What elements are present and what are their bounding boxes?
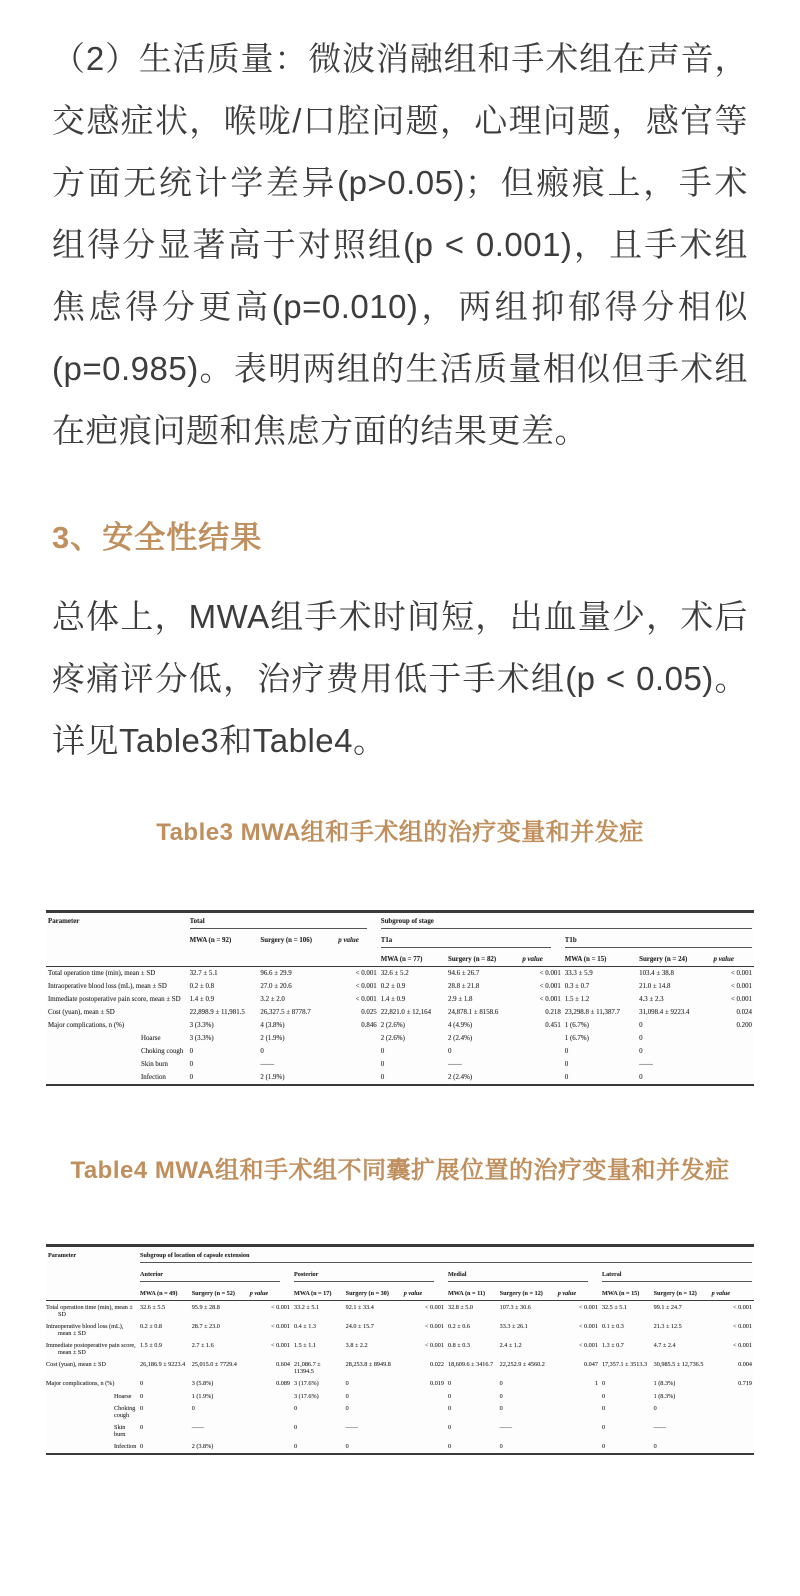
- table-cell: 2 (3.8%): [191, 1443, 214, 1451]
- table-cell: ——: [653, 1423, 666, 1431]
- table-cell: 28.8 ± 21.8: [448, 983, 480, 990]
- table-cell: < 0.001: [730, 970, 752, 977]
- col-header-parameter: Parameter: [46, 912, 188, 967]
- row-label: Cost (yuan), mean ± SD: [48, 1009, 115, 1016]
- table-cell: 2 (2.6%): [380, 1035, 405, 1042]
- table-cell: 0: [294, 1443, 298, 1451]
- table-cell: 0: [345, 1380, 349, 1388]
- table-row: [46, 1071, 754, 1085]
- table-cell: 32.8 ± 5.0: [447, 1303, 474, 1311]
- table-cell: < 0.001: [578, 1341, 598, 1349]
- col-group-lateral-label: Lateral: [602, 1271, 752, 1282]
- table-cell: 0: [380, 1061, 385, 1068]
- table-cell: < 0.001: [355, 983, 377, 990]
- table-cell: < 0.001: [539, 996, 561, 1003]
- table-cell: [248, 1390, 292, 1402]
- table-cell: 2 (2.6%): [380, 1022, 405, 1029]
- table-cell: 1 (8.3%): [653, 1392, 676, 1400]
- table-cell: 17,357.1 ± 3513.3: [601, 1361, 648, 1369]
- table-row: [46, 1006, 754, 1019]
- table-cell: < 0.001: [733, 1303, 752, 1311]
- table-cell: < 0.001: [271, 1303, 290, 1311]
- table-cell: 1 (6.7%): [564, 1035, 589, 1042]
- table-cell: 0: [601, 1404, 606, 1412]
- col-group-medial-label: Medial: [448, 1271, 588, 1282]
- table-cell: [248, 1421, 292, 1440]
- table-cell: < 0.001: [578, 1303, 598, 1311]
- col-header-pvalue-medial: p value: [556, 1285, 600, 1301]
- table-cell: 22,898.9 ± 11,981.5: [189, 1009, 245, 1016]
- col-header-mwa-total: MWA (n = 92): [188, 932, 259, 967]
- table-cell: [556, 1441, 600, 1454]
- table-cell: 96.6 ± 29.9: [260, 970, 292, 977]
- table4-title: Table4 MWA组和手术组不同囊扩展位置的治疗变量和并发症: [70, 1157, 730, 1184]
- table-row: [46, 1301, 754, 1321]
- col-group-capsule-extension: [138, 1246, 754, 1267]
- table-cell: 1 (1.9%): [191, 1392, 214, 1400]
- table-cell: 1.3 ± 0.7: [601, 1341, 624, 1349]
- table-cell: 0.4 ± 1.3: [294, 1322, 316, 1330]
- row-label: Choking cough: [114, 1404, 136, 1419]
- col-header-mwa-t1a: MWA (n = 77): [379, 951, 446, 967]
- table-cell: 31,098.4 ± 9223.4: [639, 1009, 690, 1016]
- table-cell: ——: [191, 1423, 205, 1431]
- table-cell: 0: [639, 1048, 643, 1055]
- table-cell: 0.2 ± 0.9: [380, 983, 406, 990]
- table-cell: [336, 1045, 378, 1058]
- col-group-total-label: Total: [190, 918, 367, 929]
- col-header-pvalue-lateral: p value: [710, 1285, 754, 1301]
- table-cell: [710, 1402, 754, 1421]
- table-cell: [556, 1421, 600, 1440]
- col-group-capsule-extension-label: Subgroup of location of capsule extension: [140, 1252, 752, 1263]
- table-cell: 32.6 ± 5.5: [140, 1303, 166, 1311]
- table-cell: ——: [448, 1061, 462, 1068]
- table-cell: 0.719: [738, 1380, 752, 1388]
- table-cell: 24,878.1 ± 8158.6: [448, 1009, 499, 1016]
- table-cell: 1 (6.7%): [564, 1022, 589, 1029]
- table-cell: < 0.001: [355, 970, 377, 977]
- table-row: [46, 1421, 754, 1440]
- table-cell: [520, 1045, 562, 1058]
- table3-header: [46, 912, 754, 967]
- table-cell: 1.4 ± 0.9: [189, 996, 215, 1003]
- table-cell: 0: [447, 1392, 452, 1400]
- table-cell: [711, 1045, 754, 1058]
- table3-body: [46, 967, 754, 1086]
- table-cell: 0: [380, 1074, 385, 1081]
- table-cell: 32.7 ± 5.1: [189, 970, 218, 977]
- table-cell: [711, 1058, 754, 1071]
- table-cell: 25,015.0 ± 7729.4: [191, 1361, 237, 1369]
- col-group-posterior-label: Posterior: [294, 1271, 434, 1282]
- table-cell: 26,186.9 ± 9223.4: [140, 1361, 186, 1369]
- table-cell: < 0.001: [425, 1341, 444, 1349]
- table-row: [46, 967, 754, 981]
- table-cell: [248, 1441, 292, 1454]
- row-label: Infection: [114, 1443, 137, 1451]
- table-row: [46, 1339, 754, 1358]
- table-cell: 3.2 ± 2.0: [260, 996, 285, 1003]
- table-cell: < 0.001: [539, 983, 561, 990]
- table-row: [46, 1045, 754, 1058]
- table-cell: 33.2 ± 5.1: [294, 1303, 320, 1311]
- table-cell: 27.0 ± 20.6: [260, 983, 292, 990]
- table-cell: < 0.001: [733, 1341, 752, 1349]
- table-cell: [336, 1071, 378, 1085]
- row-label: Major complications, n (%): [48, 1022, 125, 1029]
- col-header-parameter: Parameter: [46, 1246, 138, 1301]
- table-cell: [711, 1071, 754, 1085]
- table-cell: 0: [639, 1074, 643, 1081]
- row-label: Intraoperative blood loss (mL), mean ± SD: [48, 983, 167, 990]
- table-cell: 0: [564, 1074, 569, 1081]
- col-group-t1a-label: T1a: [381, 937, 551, 948]
- row-label: Hoarse: [141, 1035, 161, 1042]
- table4: [46, 1244, 754, 1455]
- table-cell: 3 (3.3%): [189, 1035, 214, 1042]
- row-label: Choking cough: [141, 1048, 184, 1055]
- table-cell: 2.4 ± 1.2: [499, 1341, 522, 1349]
- table-cell: 0.025: [361, 1009, 377, 1016]
- table-cell: 1: [594, 1380, 598, 1388]
- table-cell: 2 (2.4%): [448, 1074, 473, 1081]
- col-group-anterior-label: Anterior: [140, 1271, 280, 1282]
- table-cell: 0: [499, 1392, 503, 1400]
- table-cell: 0: [345, 1404, 349, 1412]
- table-cell: 23,298.8 ± 11,387.7: [564, 1009, 621, 1016]
- col-group-t1a: [379, 932, 563, 951]
- table-cell: 0: [653, 1443, 657, 1451]
- table-cell: 0: [447, 1423, 452, 1431]
- table-cell: 0: [564, 1048, 569, 1055]
- table-cell: 21.0 ± 14.8: [639, 983, 671, 990]
- table-cell: 4.7 ± 2.4: [653, 1341, 676, 1349]
- table-cell: ——: [639, 1061, 653, 1068]
- col-header-pvalue-anterior: p value: [248, 1285, 292, 1301]
- table-cell: [520, 1071, 562, 1085]
- table-cell: 0: [653, 1404, 657, 1412]
- row-label: Total operation time (min), mean ± SD: [48, 970, 156, 977]
- table-cell: 0: [140, 1380, 144, 1388]
- table-cell: 0: [189, 1074, 194, 1081]
- table-cell: < 0.001: [539, 970, 561, 977]
- col-header-mwa-medial: MWA (n = 11): [446, 1285, 498, 1301]
- col-header-surgery-t1a: Surgery (n = 82): [446, 951, 520, 967]
- table-cell: 3 (17.6%): [294, 1392, 319, 1400]
- table-cell: 32.6 ± 5.2: [380, 970, 409, 977]
- table-row: [46, 1019, 754, 1032]
- table-cell: ——: [260, 1061, 275, 1068]
- table-cell: 28,253.8 ± 8949.8: [345, 1361, 391, 1369]
- table-cell: 0.089: [276, 1380, 290, 1388]
- table-cell: 22,252.9 ± 4560.2: [499, 1361, 545, 1369]
- row-label: Total operation time (min), mean ± SD: [46, 1303, 133, 1318]
- table-cell: 0.200: [736, 1022, 752, 1029]
- table-cell: 0: [294, 1423, 298, 1431]
- table-cell: [710, 1421, 754, 1440]
- table-cell: 3 (5.8%): [191, 1380, 214, 1388]
- table-row: [46, 1390, 754, 1402]
- table-cell: 0: [345, 1443, 349, 1451]
- table-cell: 0: [380, 1048, 385, 1055]
- col-header-mwa-posterior: MWA (n = 17): [292, 1285, 344, 1301]
- table-cell: 0.2 ± 0.8: [140, 1322, 162, 1330]
- table-cell: 1.5 ± 0.9: [140, 1341, 162, 1349]
- table-cell: [248, 1402, 292, 1421]
- table-cell: 99.1 ± 24.7: [653, 1303, 682, 1311]
- col-header-surgery-total: Surgery (n = 106): [258, 932, 336, 967]
- table-row: [46, 1032, 754, 1045]
- table-cell: 0: [294, 1404, 298, 1412]
- table-cell: [710, 1390, 754, 1402]
- col-header-pvalue-t1b: p value: [711, 951, 754, 967]
- table-cell: < 0.001: [578, 1322, 598, 1330]
- col-group-lateral: [600, 1266, 754, 1285]
- table-cell: 3.8 ± 2.2: [345, 1341, 368, 1349]
- col-group-subgroup-of-stage: [379, 912, 754, 933]
- table-cell: [336, 1058, 378, 1071]
- table-cell: 0: [140, 1443, 144, 1451]
- table-cell: 1.4 ± 0.9: [380, 996, 406, 1003]
- table-cell: 94.6 ± 26.7: [448, 970, 480, 977]
- table-cell: 0.846: [361, 1022, 377, 1029]
- col-group-medial: [446, 1266, 600, 1285]
- table-cell: [336, 1032, 378, 1045]
- row-label: Immediate postoperative pain score, mean ± SD: [48, 996, 181, 1003]
- col-group-subgroup-label: Subgroup of stage: [381, 918, 752, 929]
- col-group-t1b-label: T1b: [565, 937, 752, 948]
- paragraph-quality-of-life: （2）生活质量：微波消融组和手术组在声音，交感症状，喉咙/口腔问题，心理问题，感官等方面无统计学差异(p>0.05)；但瘢痕上，手术组得分显著高于对照组(p < 0.001)，且手术组焦虑得分更高(p=0.010)，两组抑郁得分相似(p=0.985)。表明两组的生活质量相似但手术组在疤痕问题和焦虑方面的结果更差。: [52, 40, 748, 449]
- table-row: [46, 1402, 754, 1421]
- col-header-surgery-t1b: Surgery (n = 24): [637, 951, 711, 967]
- table-cell: 0: [189, 1061, 194, 1068]
- table-cell: 1.5 ± 1.2: [564, 996, 590, 1003]
- table-cell: 0: [140, 1392, 144, 1400]
- table-cell: 0.022: [430, 1361, 444, 1369]
- table-row: [46, 1058, 754, 1071]
- table-cell: < 0.001: [355, 996, 377, 1003]
- table-cell: < 0.001: [730, 983, 752, 990]
- table-cell: 4.3 ± 2.3: [639, 996, 664, 1003]
- table-cell: 103.4 ± 38.8: [639, 970, 674, 977]
- row-label: Cost (yuan), mean ± SD: [46, 1361, 106, 1369]
- table-cell: 0: [639, 1035, 643, 1042]
- col-header-surgery-lateral: Surgery (n = 12): [652, 1285, 710, 1301]
- table-cell: 92.1 ± 33.4: [345, 1303, 374, 1311]
- table4-header-row-locations: [46, 1266, 754, 1285]
- table-cell: 2 (2.4%): [448, 1035, 473, 1042]
- table-cell: 0: [564, 1061, 569, 1068]
- table-cell: 0: [140, 1423, 144, 1431]
- col-header-pvalue-t1a: p value: [520, 951, 562, 967]
- table-cell: 0: [601, 1443, 606, 1451]
- table-cell: 0.019: [430, 1380, 444, 1388]
- col-header-surgery-posterior: Surgery (n = 30): [344, 1285, 402, 1301]
- table-cell: 0.8 ± 0.3: [447, 1341, 470, 1349]
- table-cell: 0: [499, 1380, 503, 1388]
- table-cell: < 0.001: [425, 1303, 444, 1311]
- table-cell: 24.0 ± 15.7: [345, 1322, 374, 1330]
- table3-figure: [46, 910, 754, 1086]
- col-group-t1b: [563, 932, 754, 951]
- table-cell: ——: [345, 1423, 359, 1431]
- row-label: Hoarse: [114, 1392, 132, 1400]
- table-cell: [402, 1421, 446, 1440]
- table-row: [46, 980, 754, 993]
- table-cell: < 0.001: [271, 1341, 290, 1349]
- table-row: [46, 1441, 754, 1454]
- table-cell: 28.7 ± 23.0: [191, 1322, 220, 1330]
- table-cell: 2 (1.9%): [260, 1074, 285, 1081]
- table-cell: 0.604: [276, 1361, 290, 1369]
- col-group-total: [188, 912, 379, 933]
- col-header-mwa-lateral: MWA (n = 15): [600, 1285, 652, 1301]
- table4-header: [46, 1246, 754, 1301]
- table3: [46, 910, 754, 1086]
- row-label: Skin burn: [114, 1423, 126, 1438]
- table3-title: Table3 MWA组和手术组的治疗变量和并发症: [156, 819, 644, 846]
- table-cell: ——: [499, 1423, 513, 1431]
- table-cell: [402, 1402, 446, 1421]
- table-cell: 4 (3.8%): [260, 1022, 285, 1029]
- table-cell: 0.3 ± 0.7: [564, 983, 590, 990]
- col-header-mwa-anterior: MWA (n = 49): [138, 1285, 190, 1301]
- table-cell: [402, 1441, 446, 1454]
- table-cell: 0: [140, 1404, 144, 1412]
- table-cell: [520, 1032, 562, 1045]
- table-cell: 32.5 ± 5.1: [601, 1303, 627, 1311]
- row-label: Intraoperative blood loss (mL), mean ± SD: [46, 1322, 124, 1337]
- table-cell: 1.5 ± 1.1: [294, 1341, 316, 1349]
- table-cell: 33.3 ± 5.9: [564, 970, 593, 977]
- col-header-pvalue-posterior: p value: [402, 1285, 446, 1301]
- table-cell: 2 (1.9%): [260, 1035, 285, 1042]
- table-cell: 18,609.6 ± 3416.7: [447, 1361, 494, 1369]
- section-heading-safety-results: 3、安全性结果: [52, 520, 263, 555]
- table3-header-row-groups: [46, 912, 754, 933]
- table-cell: 0.024: [736, 1009, 752, 1016]
- table-cell: 21.3 ± 12.5: [653, 1322, 682, 1330]
- table-cell: 33.3 ± 26.1: [499, 1322, 528, 1330]
- table-cell: < 0.001: [730, 996, 752, 1003]
- table-cell: 0.2 ± 0.6: [447, 1322, 470, 1330]
- table-cell: 0: [447, 1380, 452, 1388]
- table-row: [46, 1320, 754, 1339]
- table-row: [46, 993, 754, 1006]
- table-cell: 95.9 ± 28.8: [191, 1303, 220, 1311]
- table-cell: 3 (3.3%): [189, 1022, 214, 1029]
- table-cell: 0.004: [738, 1361, 752, 1369]
- table-cell: 2.9 ± 1.8: [448, 996, 473, 1003]
- table-cell: [520, 1058, 562, 1071]
- table-cell: 3 (17.6%): [294, 1380, 319, 1388]
- table-cell: 22,821.0 ± 12,164: [380, 1009, 432, 1016]
- table-cell: < 0.001: [425, 1322, 444, 1330]
- table-cell: 0: [447, 1443, 452, 1451]
- table4-header-row-main: [46, 1246, 754, 1267]
- paragraph-safety-summary: 总体上，MWA组手术时间短，出血量少，术后疼痛评分低，治疗费用低于手术组(p < 0.05)。详见Table3和Table4。: [52, 598, 748, 759]
- table-cell: 0.218: [545, 1009, 561, 1016]
- table-cell: 0: [499, 1443, 503, 1451]
- table-cell: 0.047: [584, 1361, 598, 1369]
- table-cell: < 0.001: [733, 1322, 752, 1330]
- table-cell: 2.7 ± 1.6: [191, 1341, 214, 1349]
- table-cell: < 0.001: [271, 1322, 290, 1330]
- row-label: Immediate postoperative pain score, mean ± SD: [46, 1341, 136, 1356]
- table-cell: 1 (8.3%): [653, 1380, 676, 1388]
- col-group-anterior: [138, 1266, 292, 1285]
- table4-header-row-subcols: [46, 1285, 754, 1301]
- table-cell: [710, 1441, 754, 1454]
- col-header-surgery-medial: Surgery (n = 12): [498, 1285, 556, 1301]
- table-cell: 0: [260, 1048, 264, 1055]
- table-cell: 0.1 ± 0.3: [601, 1322, 624, 1330]
- table-cell: 4 (4.9%): [448, 1022, 473, 1029]
- table-cell: 0: [601, 1380, 606, 1388]
- table-cell: 30,985.5 ± 12,736.5: [653, 1361, 704, 1369]
- col-group-posterior: [292, 1266, 446, 1285]
- table-row: [46, 1378, 754, 1390]
- table-cell: 0.451: [545, 1022, 561, 1029]
- table-cell: 0.2 ± 0.8: [189, 983, 215, 990]
- table-cell: 0: [189, 1048, 194, 1055]
- table-cell: 0: [601, 1423, 606, 1431]
- table-cell: 0: [345, 1392, 349, 1400]
- table-cell: 21,086.7 ± 11394.5: [294, 1361, 321, 1376]
- table-cell: [402, 1390, 446, 1402]
- table-cell: [711, 1032, 754, 1045]
- table-cell: [556, 1402, 600, 1421]
- table4-figure: [46, 1244, 754, 1455]
- table-cell: 0: [601, 1392, 606, 1400]
- table-cell: 0: [191, 1404, 195, 1412]
- table4-body: [46, 1301, 754, 1454]
- table-row: [46, 1359, 754, 1378]
- table-cell: [556, 1390, 600, 1402]
- table-cell: 0: [499, 1404, 503, 1412]
- col-header-pvalue-total: p value: [336, 932, 378, 967]
- table-cell: 0: [448, 1048, 452, 1055]
- col-header-surgery-anterior: Surgery (n = 52): [190, 1285, 248, 1301]
- table-cell: 0: [447, 1404, 452, 1412]
- table-cell: 0: [639, 1022, 643, 1029]
- table-cell: 107.3 ± 30.6: [499, 1303, 531, 1311]
- col-header-mwa-t1b: MWA (n = 15): [563, 951, 637, 967]
- row-label: Major complications, n (%): [46, 1380, 115, 1388]
- row-label: Infection: [141, 1074, 166, 1081]
- row-label: Skin burn: [141, 1061, 168, 1068]
- table-cell: 26,327.5 ± 8778.7: [260, 1009, 311, 1016]
